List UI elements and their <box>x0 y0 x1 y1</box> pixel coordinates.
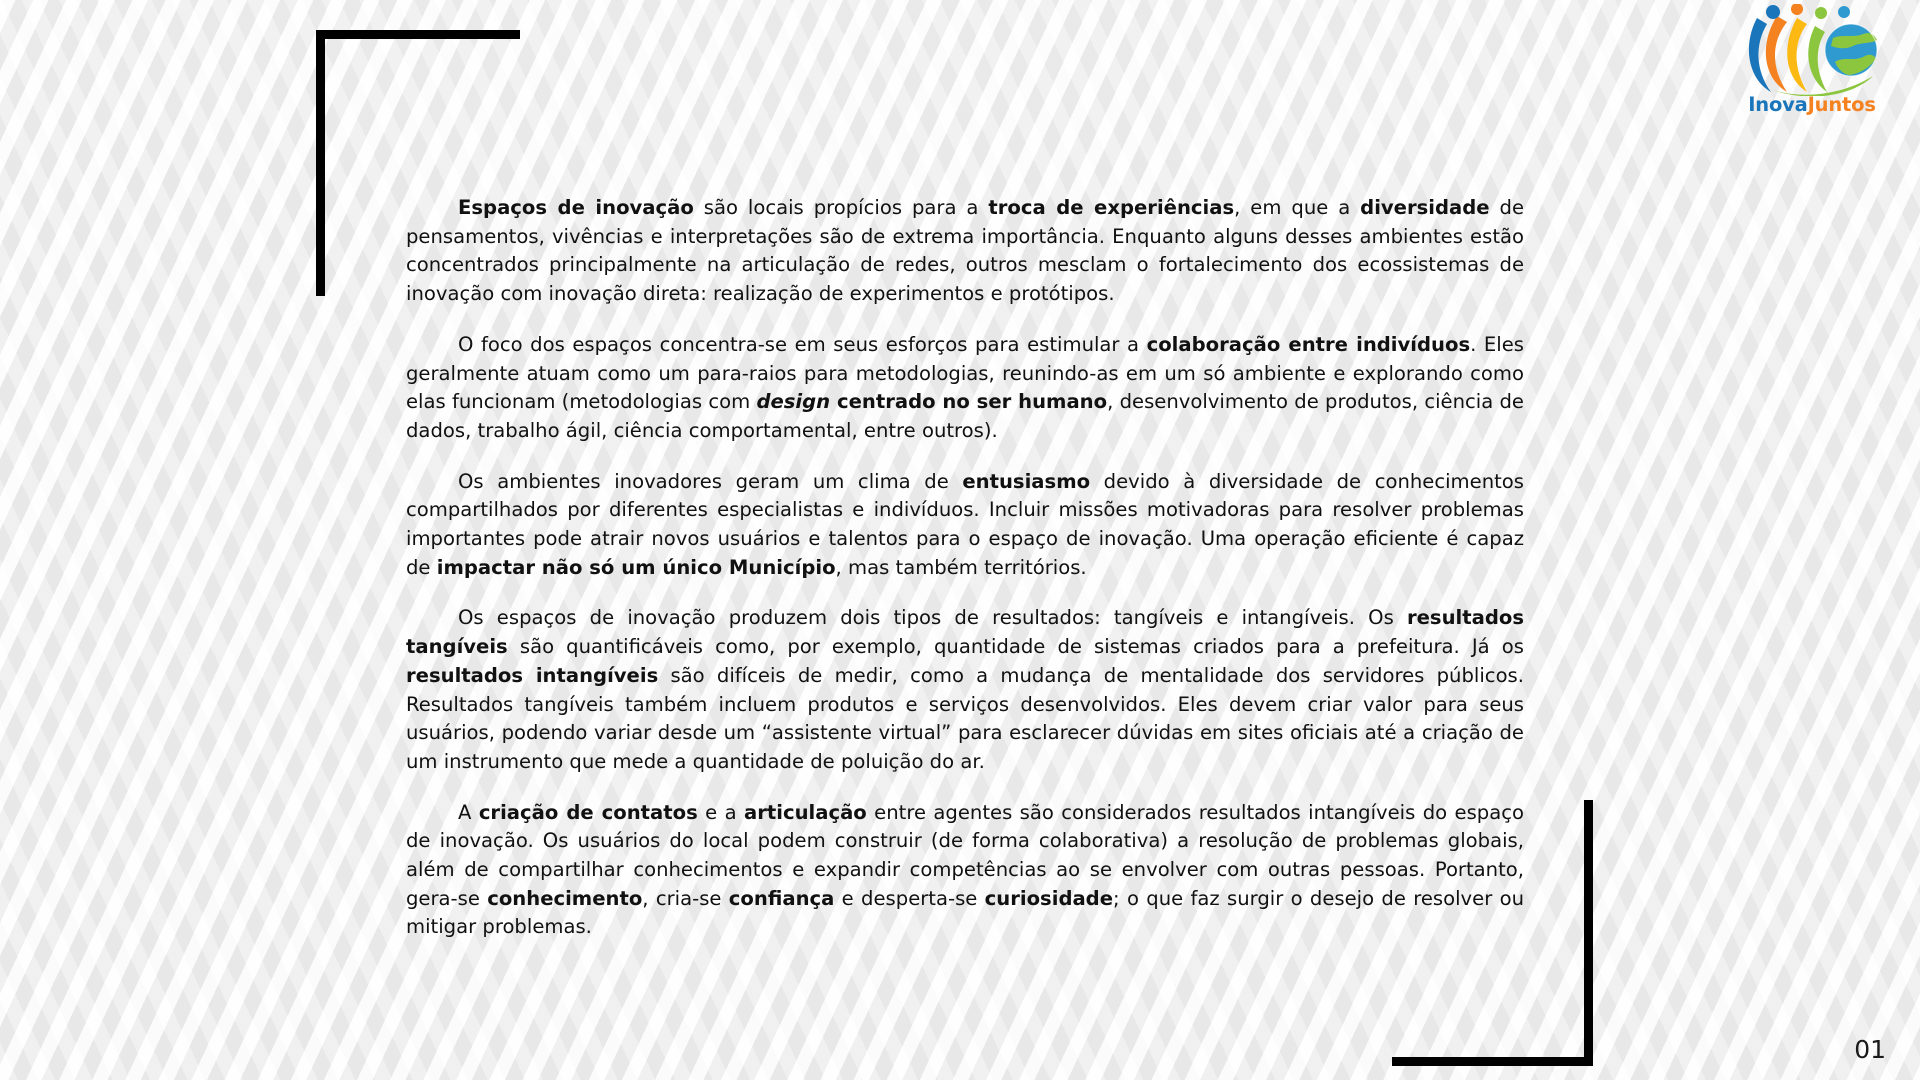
paragraph-3: Os ambientes inovadores geram um clima de entusiasmo devido à diversidade de conhecimentos compartilhados por diferentes especialistas e indivíduos. Incluir missões motivadoras para resolver problemas importantes pode atrair novos usuários e talentos para o espaço de inovação. Uma operação eficiente é capaz de impactar não só um único Município, mas também territórios. <box>406 469 1525 579</box>
document-body <box>406 194 1524 942</box>
logo-wordmark-inova: Inova <box>1748 93 1808 116</box>
paragraph-1: Espaços de inovação são locais propícios para a troca de experiências, em que a diversidade de pensamentos, vivências e interpretações são de extrema importância. Enquanto alguns desses ambientes estão concentrados principalmente na articulação de redes, outros mesclam o fortalecimento dos ecossistemas de inovação com inovação direta: realização de experimentos e protótipos. <box>406 196 1525 306</box>
inovajuntos-logo <box>1732 4 1892 134</box>
paragraph-2: O foco dos espaços concentra-se em seus esforços para estimular a colaboração entre indivíduos. Eles geralmente atuam como um para-raios para metodologias, reunindo-as em um só ambiente e explorando como elas funcionam (metodologias com design centrado no ser humano, desenvolvimento de produtos, ciência de dados, trabalho ágil, ciência comportamental, entre outros). <box>406 332 1524 442</box>
logo-wordmark <box>1732 93 1892 116</box>
logo-wordmark-juntos: Juntos <box>1807 93 1876 116</box>
logo-mark-icon <box>1737 4 1887 96</box>
paragraph-4: Os espaços de inovação produzem dois tipos de resultados: tangíveis e intangíveis. Os resultados tangíveis são quantificáveis como, por exemplo, quantidade de sistemas criados para a prefeitura. Já os resultados intangíveis são difíceis de medir, como a mudança de mentalidade dos servidores públicos. Resultados tangíveis também incluem produtos e serviços desenvolvidos. Eles devem criar valor para seus usuários, podendo variar desde um “assistente virtual” para esclarecer dúvidas em sites oficiais até a criação de um instrumento que mede a quantidade de poluição do ar. <box>406 606 1524 773</box>
paragraph-5: A criação de contatos e a articulação entre agentes são considerados resultados intangíveis do espaço de inovação. Os usuários do local podem construir (de forma colaborativa) a resolução de problemas globais, além de compartilhar conhecimentos e expandir competências ao se envolver com outras pessoas. Portanto, gera-se conhecimento, cria-se confiança e desperta-se curiosidade; o que faz surgir o desejo de resolver ou mitigar problemas. <box>406 800 1525 939</box>
page-number: 01 <box>1854 1035 1886 1064</box>
